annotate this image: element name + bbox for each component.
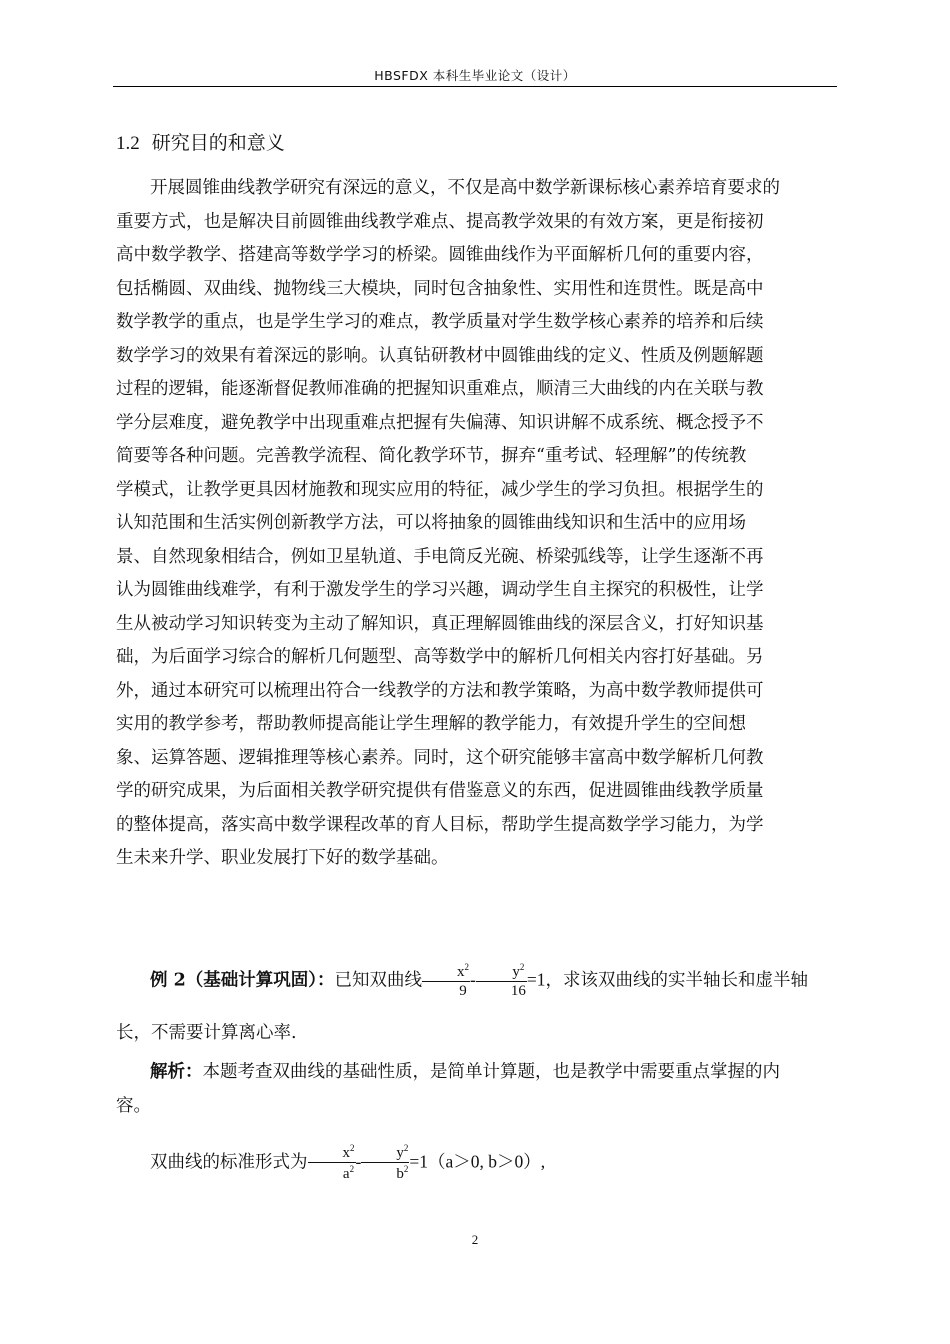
superscript: 2 bbox=[403, 1164, 409, 1174]
superscript: 2 bbox=[403, 1143, 409, 1153]
standard-form-condition: =1（a＞0, b＞0）, bbox=[409, 1151, 546, 1172]
body-line: 学模式，让教学更具因材施教和现实应用的特征，减少学生的学习负担。根据学生的 bbox=[116, 479, 764, 500]
analysis-colon: ： bbox=[185, 1062, 203, 1082]
body-line: 实用的教学参考，帮助教师提高能让学生理解的教学能力，有效提升学生的空间想 bbox=[116, 714, 746, 734]
frac-denominator: 16 bbox=[510, 983, 526, 999]
superscript: 2 bbox=[464, 962, 470, 972]
standard-form-intro: 双曲线的标准形式为 bbox=[150, 1152, 308, 1173]
body-line: 的整体提高，落实高中数学课程改革的育人目标，帮助学生提高数学学习能力，为学 bbox=[116, 814, 764, 835]
body-line: 外，通过本研究可以梳理出符合一线教学的方法和教学策略，为高中数学教师提供可 bbox=[116, 680, 764, 701]
body-line: 重要方式，也是解决目前圆锥曲线教学难点、提高教学效果的有效方案，更是衔接初 bbox=[116, 211, 764, 232]
section-number: 1.2 bbox=[116, 133, 140, 154]
analysis-text-cont: 容。 bbox=[116, 1095, 151, 1116]
body-line: 学分层难度，避免教学中出现重难点把握有失偏薄、知识讲解不成系统、概念授予不 bbox=[116, 412, 764, 433]
analysis-block bbox=[116, 1056, 836, 1123]
example-intro: 已知双曲线 bbox=[334, 970, 423, 991]
section-heading bbox=[116, 128, 285, 155]
example-label: 例 2（基础计算巩固） bbox=[150, 970, 318, 991]
body-line: 生从被动学习知识转变为主动了解知识，真正理解圆锥曲线的深层含义，打好知识基 bbox=[116, 613, 764, 634]
superscript: 2 bbox=[350, 1143, 355, 1153]
analysis-label: 解析 bbox=[150, 1062, 185, 1082]
body-line: 简要等各种问题。完善教学流程、简化教学环节，摒弃“重考试、轻理解”的传统教 bbox=[116, 446, 747, 466]
header-rule bbox=[113, 86, 837, 87]
frac-denominator: 9 bbox=[459, 983, 467, 999]
example-continuation bbox=[116, 1017, 836, 1051]
example-question: 求该双曲线的实半轴长和虚半轴 bbox=[562, 970, 808, 991]
example-colon: ： bbox=[317, 970, 335, 991]
body-line: 生未来升学、职业发展打下好的数学基础。 bbox=[116, 848, 449, 868]
frac-denominator: b bbox=[396, 1166, 404, 1182]
fraction-x2-over-a2 bbox=[308, 1144, 356, 1182]
fraction-y2-over-b2 bbox=[361, 1144, 409, 1182]
frac-numerator: y bbox=[512, 964, 520, 980]
fraction-y2-over-16 bbox=[476, 963, 527, 999]
superscript: 2 bbox=[349, 1164, 355, 1174]
section-title: 研究目的和意义 bbox=[151, 132, 285, 154]
body-line: 数学教学的重点，也是学生学习的难点，教学质量对学生数学核心素养的培养和后续 bbox=[116, 312, 764, 332]
body-line: 学的研究成果，为后面相关教学研究提供有借鉴意义的东西，促进圆锥曲线教学质量 bbox=[116, 781, 764, 801]
page-header: HBSFDX 本科生毕业论文（设计） bbox=[374, 68, 576, 83]
body-line: 开展圆锥曲线教学研究有深远的意义，不仅是高中数学新课标核心素养培育要求的 bbox=[150, 178, 780, 198]
frac-numerator: y bbox=[396, 1145, 404, 1161]
minus-sign: - bbox=[355, 1151, 362, 1172]
frac-denominator: a bbox=[342, 1166, 350, 1182]
page-number: 2 bbox=[471, 1232, 479, 1247]
minus-sign: - bbox=[470, 969, 476, 990]
body-line: 高中数学教学、搭建高等数学学习的桥梁。圆锥曲线作为平面解析几何的重要内容， bbox=[116, 245, 764, 265]
frac-numerator: x bbox=[342, 1145, 350, 1161]
example-block bbox=[116, 963, 836, 999]
example-line2: 长，不需要计算离心率. bbox=[116, 1023, 297, 1043]
analysis-text: 本题考查双曲线的基础性质，是简单计算题，也是教学中需要重点掌握的内 bbox=[202, 1062, 780, 1082]
body-line: 认为圆锥曲线难学，有利于激发学生的学习兴趣，调动学生自主探究的积极性，让学 bbox=[116, 580, 764, 600]
body-line: 包括椭圆、双曲线、抛物线三大模块，同时包含抽象性、实用性和连贯性。既是高中 bbox=[116, 278, 764, 299]
body-line: 础，为后面学习综合的解析几何题型、高等数学中的解析几何相关内容打好基础。另 bbox=[116, 647, 764, 667]
body-line: 数学学习的效果有着深远的影响。认真钻研教材中圆锥曲线的定义、性质及例题解题 bbox=[116, 345, 764, 366]
body-line: 景、自然现象相结合，例如卫星轨道、手电筒反光碗、桥梁弧线等，让学生逐渐不再 bbox=[116, 546, 764, 567]
body-line: 象、运算答题、逻辑推理等核心素养。同时，这个研究能够丰富高中数学解析几何教 bbox=[116, 747, 764, 768]
superscript: 2 bbox=[519, 962, 525, 972]
equals-one: =1， bbox=[526, 969, 563, 990]
fraction-x2-over-9 bbox=[422, 963, 470, 999]
body-paragraph bbox=[116, 172, 836, 876]
frac-numerator: x bbox=[457, 964, 465, 980]
body-line: 过程的逻辑，能逐渐督促教师准确的把握知识重难点，顺清三大曲线的内在关联与教 bbox=[116, 379, 764, 399]
standard-form-block bbox=[116, 1144, 836, 1182]
body-line: 认知范围和生活实例创新教学方法，可以将抽象的圆锥曲线知识和生活中的应用场 bbox=[116, 513, 746, 533]
